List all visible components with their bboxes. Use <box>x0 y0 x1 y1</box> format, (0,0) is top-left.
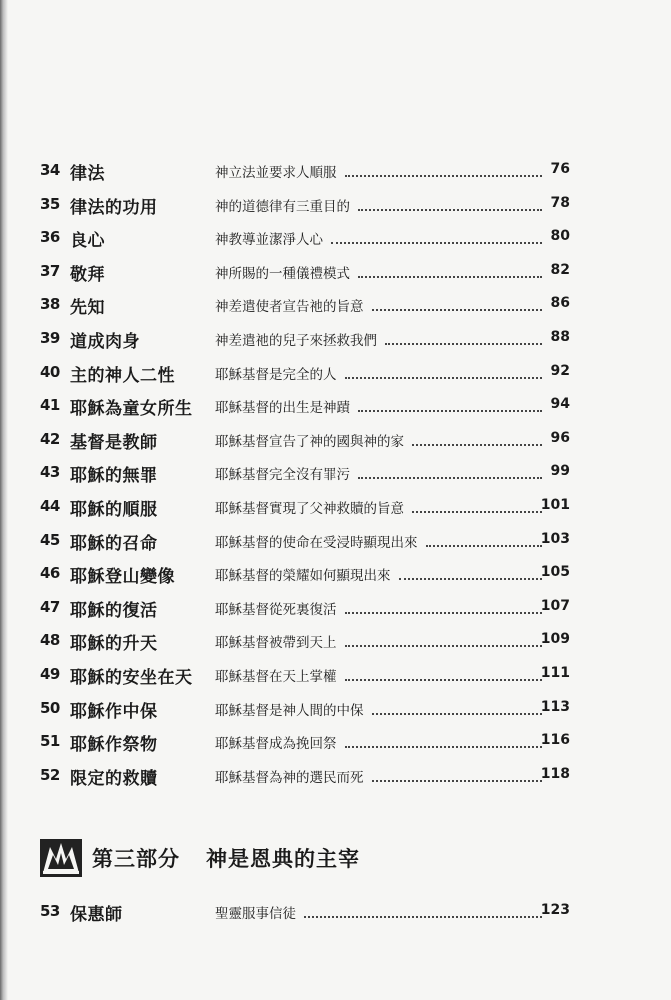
entry-title: 耶穌的復活 <box>70 600 158 621</box>
entry-number: 35 <box>40 194 60 213</box>
entry-title: 耶穌的安坐在天 <box>70 667 193 688</box>
entry-number: 41 <box>40 396 60 415</box>
entry-number: 46 <box>40 564 60 583</box>
entry-description-line <box>215 631 550 651</box>
entry-description-line <box>215 228 550 248</box>
entry-description: 耶穌基督被帶到天上 <box>215 635 337 652</box>
entry-page-number: 103 <box>540 530 570 547</box>
entry-title: 耶穌的順服 <box>70 499 158 520</box>
toc-entry[interactable] <box>0 558 671 592</box>
entry-page-number: 92 <box>550 362 570 379</box>
entry-description-line <box>215 363 550 383</box>
entry-number: 52 <box>40 765 60 784</box>
dot-leader <box>345 367 543 379</box>
entry-number: 47 <box>40 597 60 616</box>
dot-leader <box>304 906 542 918</box>
toc-entry[interactable] <box>0 896 671 930</box>
dot-leader <box>331 232 542 244</box>
entry-number: 44 <box>40 496 60 515</box>
dot-leader <box>385 333 542 345</box>
toc-list-part3 <box>0 896 671 930</box>
entry-description: 耶穌基督從死裏復活 <box>215 601 337 618</box>
toc-entry[interactable] <box>0 491 671 525</box>
entry-title: 律法的功用 <box>70 197 158 218</box>
entry-description-line <box>215 329 550 349</box>
dot-leader <box>345 602 543 614</box>
entry-page-number: 111 <box>540 664 570 681</box>
entry-description: 耶穌基督的使命在受浸時顯現出來 <box>215 534 418 551</box>
entry-title: 耶穌登山變像 <box>70 567 175 588</box>
entry-number: 36 <box>40 228 60 247</box>
entry-description: 神差遣使者宣告祂的旨意 <box>215 299 364 316</box>
dot-leader <box>426 535 543 547</box>
entry-description-line <box>215 262 550 282</box>
entry-description: 耶穌基督的出生是神蹟 <box>215 400 350 417</box>
entry-title: 良心 <box>70 231 105 252</box>
entry-description-line <box>215 598 550 618</box>
toc-entry[interactable] <box>0 525 671 559</box>
entry-description-line <box>215 463 550 483</box>
entry-page-number: 118 <box>540 765 570 782</box>
dot-leader <box>358 199 542 211</box>
entry-number: 49 <box>40 664 60 683</box>
dot-leader <box>372 703 543 715</box>
entry-description: 神立法並要求人順服 <box>215 165 337 181</box>
entry-number: 37 <box>40 261 60 280</box>
entry-description-line <box>215 430 550 450</box>
ornament-icon <box>40 839 82 877</box>
entry-page-number: 109 <box>540 631 570 648</box>
toc-entry[interactable] <box>0 457 671 491</box>
entry-page-number: 94 <box>550 396 570 413</box>
entry-title: 道成肉身 <box>70 331 140 352</box>
dot-leader <box>412 501 542 513</box>
entry-title: 主的神人二性 <box>70 365 175 386</box>
toc-entry[interactable] <box>0 222 671 256</box>
entry-description-line <box>215 531 550 551</box>
toc-entry[interactable] <box>0 256 671 290</box>
toc-entry[interactable] <box>0 189 671 223</box>
entry-description-line <box>215 766 550 786</box>
entry-description: 神所賜的一種儀禮模式 <box>215 265 350 282</box>
entry-description: 耶穌基督成為挽回祭 <box>215 736 337 753</box>
entry-description: 神的道德律有三重目的 <box>215 198 350 215</box>
toc-entry[interactable] <box>0 693 671 727</box>
dot-leader <box>345 669 543 681</box>
entry-number: 45 <box>40 530 60 549</box>
dot-leader <box>345 736 543 748</box>
entry-number: 50 <box>40 698 60 717</box>
entry-description: 耶穌基督的榮耀如何顯現出來 <box>215 568 391 585</box>
entry-number: 53 <box>40 902 60 920</box>
entry-description: 聖靈服事信徒 <box>215 906 296 922</box>
dot-leader <box>372 770 543 782</box>
entry-description: 耶穌基督實現了父神救贖的旨意 <box>215 500 404 517</box>
entry-page-number: 86 <box>550 295 570 312</box>
entry-number: 40 <box>40 362 60 381</box>
entry-number: 42 <box>40 429 60 448</box>
entry-description-line <box>215 396 550 416</box>
dot-leader <box>399 568 543 580</box>
entry-page-number: 123 <box>540 902 570 918</box>
entry-page-number: 96 <box>550 429 570 446</box>
dot-leader <box>358 467 542 479</box>
toc-entry[interactable] <box>0 155 671 189</box>
entry-title: 保惠師 <box>70 905 123 925</box>
entry-description-line <box>215 732 550 752</box>
toc-entry[interactable] <box>0 760 671 794</box>
part-label: 第三部分 <box>92 847 180 871</box>
entry-title: 限定的救贖 <box>70 768 158 789</box>
entry-title: 耶穌作中保 <box>70 701 158 722</box>
entry-description: 耶穌基督是完全的人 <box>215 366 337 383</box>
toc-entry[interactable] <box>0 357 671 391</box>
dot-leader <box>358 266 542 278</box>
toc-entry[interactable] <box>0 289 671 323</box>
entry-page-number: 76 <box>550 161 570 177</box>
part-title: 神是恩典的主宰 <box>206 847 360 871</box>
entry-title: 基督是教師 <box>70 432 158 453</box>
entry-title: 耶穌為童女所生 <box>70 399 193 420</box>
entry-page-number: 105 <box>540 564 570 581</box>
entry-title: 耶穌的升天 <box>70 634 158 655</box>
dot-leader <box>358 400 542 412</box>
entry-title: 耶穌作祭物 <box>70 735 158 756</box>
entry-number: 38 <box>40 295 60 314</box>
entry-description: 神教導並潔淨人心 <box>215 232 323 249</box>
entry-description: 耶穌基督為神的選民而死 <box>215 769 364 786</box>
entry-page-number: 80 <box>550 228 570 245</box>
toc-entry[interactable] <box>0 424 671 458</box>
dot-leader <box>345 165 543 177</box>
toc-entry[interactable] <box>0 726 671 760</box>
dot-leader <box>372 299 543 311</box>
entry-page-number: 78 <box>550 194 570 211</box>
entry-title: 敬拜 <box>70 264 105 285</box>
entry-number: 39 <box>40 328 60 347</box>
toc-entry[interactable] <box>0 390 671 424</box>
entry-number: 34 <box>40 161 60 179</box>
entry-page-number: 82 <box>550 261 570 278</box>
entry-title: 律法 <box>70 164 105 184</box>
entry-description-line <box>215 699 550 719</box>
toc-entry[interactable] <box>0 592 671 626</box>
entry-page-number: 88 <box>550 328 570 345</box>
entry-description-line <box>215 295 550 315</box>
entry-title: 耶穌的無罪 <box>70 466 158 487</box>
part-heading <box>40 838 360 878</box>
entry-number: 43 <box>40 463 60 482</box>
entry-description-line <box>215 161 550 181</box>
toc-list <box>0 155 671 793</box>
toc-entry[interactable] <box>0 659 671 693</box>
entry-description-line <box>215 564 550 584</box>
entry-number: 48 <box>40 631 60 650</box>
entry-page-number: 113 <box>540 698 570 715</box>
dot-leader <box>345 635 543 647</box>
entry-description-line <box>215 497 550 517</box>
entry-description-line <box>215 195 550 215</box>
entry-page-number: 116 <box>540 732 570 749</box>
entry-page-number: 99 <box>550 463 570 480</box>
dot-leader <box>412 434 542 446</box>
entry-description: 耶穌基督是神人間的中保 <box>215 702 364 719</box>
entry-description-line <box>215 665 550 685</box>
entry-number: 51 <box>40 732 60 751</box>
entry-page-number: 101 <box>540 496 570 513</box>
entry-description: 耶穌基督宣告了神的國與神的家 <box>215 433 404 450</box>
entry-description: 耶穌基督完全沒有罪污 <box>215 467 350 484</box>
entry-description: 神差遣祂的兒子來拯救我們 <box>215 332 377 349</box>
entry-title: 先知 <box>70 298 105 319</box>
toc-entry[interactable] <box>0 625 671 659</box>
entry-page-number: 107 <box>540 597 570 614</box>
entry-description: 耶穌基督在天上掌權 <box>215 668 337 685</box>
entry-description-line <box>215 902 550 922</box>
entry-title: 耶穌的召命 <box>70 533 158 554</box>
toc-entry[interactable] <box>0 323 671 357</box>
